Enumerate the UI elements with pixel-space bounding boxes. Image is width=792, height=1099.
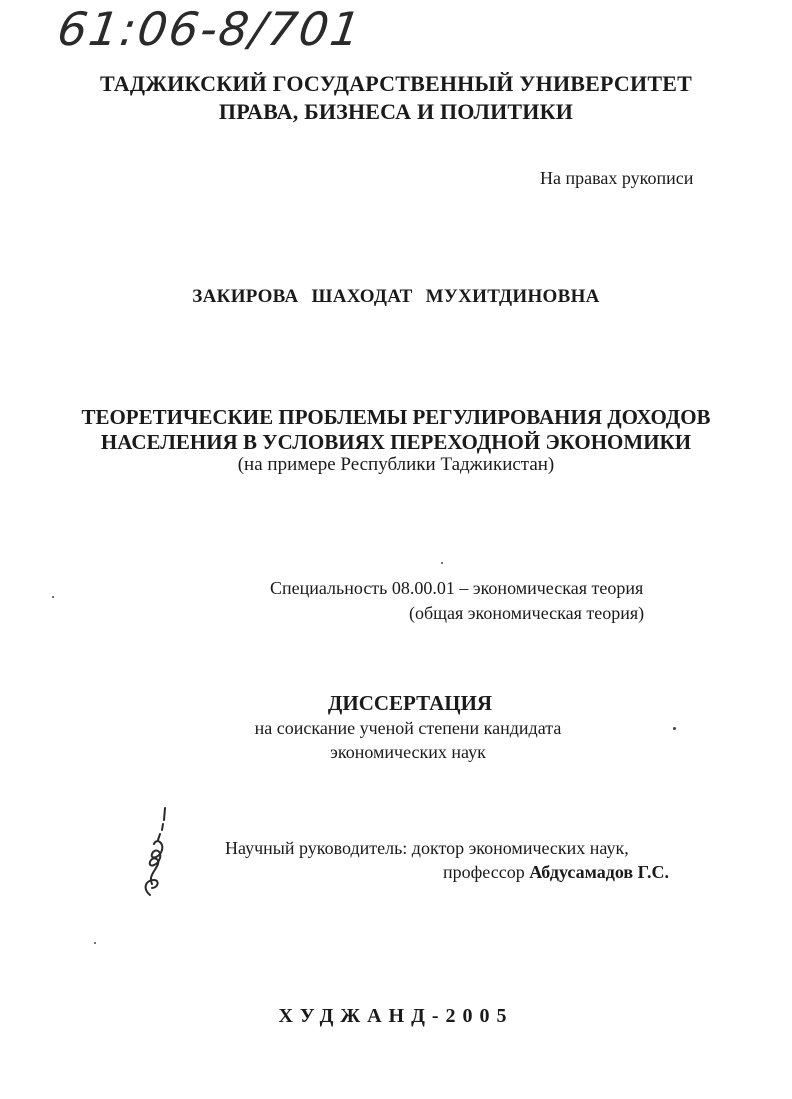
specialty-line-1: Специальность 08.00.01 – экономическая теория xyxy=(270,578,644,598)
author-name: ЗАКИРОВА ШАХОДАТ МУХИТДИНОВНА xyxy=(192,286,600,307)
handwritten-catalog-code: 61:06-8/701 xyxy=(54,2,366,56)
university-line-1: ТАДЖИКСКИЙ ГОСУДАРСТВЕННЫЙ УНИВЕРСИТЕТ xyxy=(100,71,692,96)
degree-line-1: на соискание ученой степени кандидата xyxy=(254,718,562,738)
university-line-2: ПРАВА, БИЗНЕСА И ПОЛИТИКИ xyxy=(218,99,574,124)
scan-speck xyxy=(673,727,676,730)
advisor-rank: профессор xyxy=(443,862,525,882)
advisor-degree: доктор экономических наук, xyxy=(411,838,629,858)
university-name xyxy=(0,70,792,126)
manuscript-note: На правах рукописи xyxy=(540,168,694,188)
thesis-title xyxy=(0,405,792,455)
city-year: ХУДЖАНД-2005 xyxy=(278,1005,514,1027)
handwritten-signature xyxy=(128,800,178,900)
advisor-label: Научный руководитель: xyxy=(225,838,408,858)
scan-speck xyxy=(52,596,54,598)
thesis-title-line-2: НАСЕЛЕНИЯ В УСЛОВИЯХ ПЕРЕХОДНОЙ ЭКОНОМИКИ xyxy=(100,430,692,454)
degree-description xyxy=(208,716,608,764)
scan-speck xyxy=(94,942,96,944)
scientific-advisor xyxy=(225,836,669,884)
degree-line-2: экономических наук xyxy=(330,742,486,762)
specialty-line-2: (общая экономическая теория) xyxy=(409,603,645,623)
specialty-block xyxy=(270,576,644,626)
advisor-name: Абдусамадов Г.С. xyxy=(529,862,670,882)
thesis-subtitle: (на примере Республики Таджикистан) xyxy=(237,454,555,475)
thesis-title-line-1: ТЕОРЕТИЧЕСКИЕ ПРОБЛЕМЫ РЕГУЛИРОВАНИЯ ДОХОДОВ xyxy=(81,405,711,429)
scan-speck xyxy=(441,562,443,564)
dissertation-heading: ДИССЕРТАЦИЯ xyxy=(327,691,493,715)
